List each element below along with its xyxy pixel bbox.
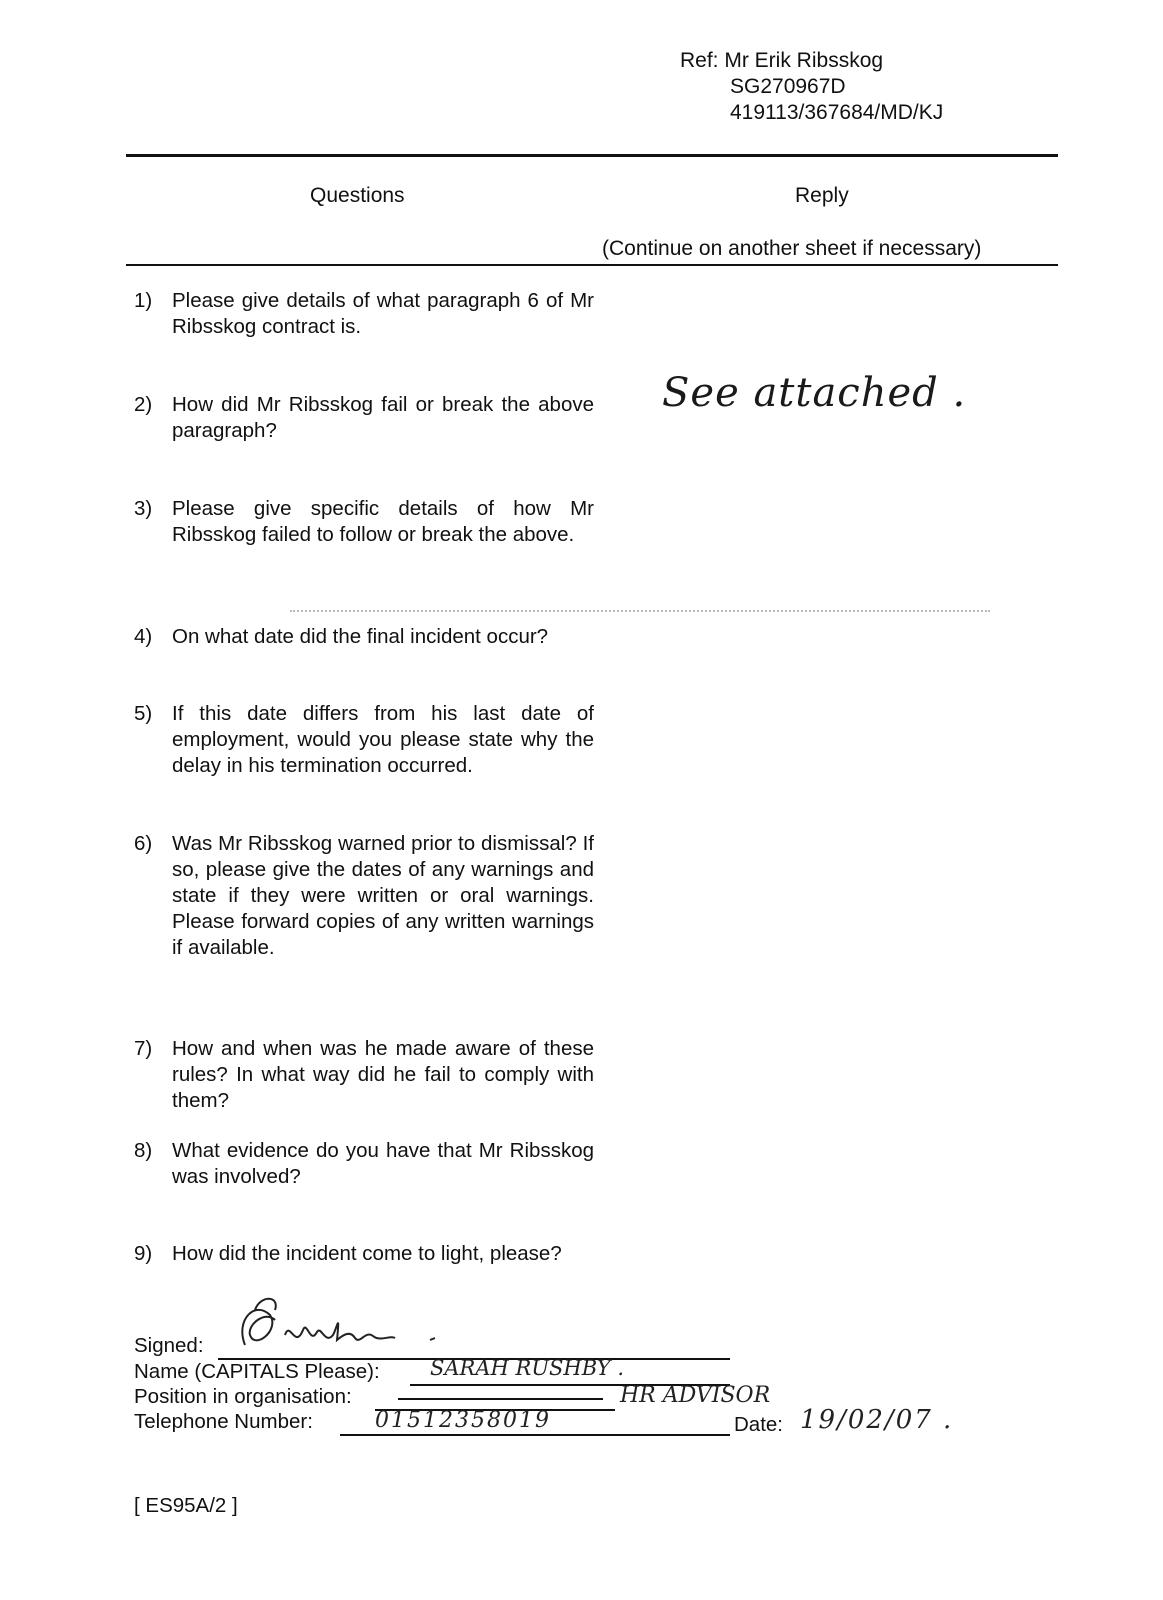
question-item <box>134 701 594 779</box>
top-rule <box>126 154 1058 157</box>
question-number: 1) <box>134 289 153 312</box>
date-label: Date: <box>734 1413 783 1436</box>
dotted-separator <box>290 610 990 612</box>
question-item <box>134 1241 594 1267</box>
question-text: Please give specific details of how Mr Ribsskog failed to follow or break the above. <box>172 497 594 546</box>
question-item <box>134 288 594 340</box>
question-text: Was Mr Ribsskog warned prior to dismissal? If so, please give the dates of any warnings and state if they were written or oral warnings. Please forward copies of any written warnings if available. <box>172 832 594 959</box>
position-label: Position in organisation: <box>134 1385 352 1408</box>
signature-image <box>225 1290 455 1370</box>
handwritten-reply: See attached . <box>662 370 967 416</box>
signed-row <box>134 1334 204 1358</box>
question-text: If this date differs from his last date of employment, would you please state why the delay in his termination occurred. <box>172 702 594 777</box>
question-number: 3) <box>134 497 153 520</box>
position-value: HR ADVISOR <box>620 1383 771 1408</box>
name-row <box>134 1360 380 1384</box>
ref-ni-number: SG270967D <box>730 75 846 98</box>
question-number: 8) <box>134 1139 153 1162</box>
position-row <box>134 1385 352 1409</box>
question-text: How did the incident come to light, please? <box>172 1242 562 1265</box>
question-item <box>134 496 594 548</box>
date-value: 19/02/07 . <box>800 1405 954 1435</box>
telephone-value: 01512358019 <box>375 1408 551 1433</box>
reply-note: (Continue on another sheet if necessary) <box>602 237 982 260</box>
reply-heading: Reply <box>795 184 849 207</box>
question-item <box>134 1138 594 1190</box>
name-value: SARAH RUSHBY . <box>430 1356 625 1380</box>
signed-label: Signed: <box>134 1334 204 1357</box>
ref-name: Mr Erik Ribsskog <box>724 49 884 72</box>
question-item <box>134 624 594 650</box>
question-number: 9) <box>134 1242 153 1265</box>
question-item <box>134 1036 594 1114</box>
question-text: What evidence do you have that Mr Ribsskog was involved? <box>172 1139 594 1188</box>
question-text: How did Mr Ribsskog fail or break the above paragraph? <box>172 393 594 442</box>
ref-case-ref: 419113/367684/MD/KJ <box>730 101 944 124</box>
form-code: [ ES95A/2 ] <box>134 1494 238 1517</box>
strikethrough-line <box>398 1398 603 1400</box>
question-text: On what date did the final incident occur? <box>172 625 549 648</box>
header-rule <box>126 264 1058 266</box>
date-row <box>734 1413 783 1437</box>
telephone-row <box>134 1410 313 1434</box>
name-label: Name (CAPITALS Please): <box>134 1360 380 1383</box>
question-text: Please give details of what paragraph 6 of Mr Ribsskog contract is. <box>172 289 594 338</box>
question-item <box>134 831 594 961</box>
question-text: How and when was he made aware of these rules? In what way did he fail to comply with them? <box>172 1037 594 1112</box>
question-number: 5) <box>134 702 153 725</box>
reference-block <box>680 48 943 126</box>
question-number: 7) <box>134 1037 153 1060</box>
question-number: 2) <box>134 393 153 416</box>
question-number: 4) <box>134 625 153 648</box>
telephone-line <box>340 1434 730 1436</box>
question-item <box>134 392 594 444</box>
questions-heading: Questions <box>310 184 405 207</box>
telephone-label: Telephone Number: <box>134 1410 313 1433</box>
ref-label: Ref: <box>680 49 719 72</box>
question-number: 6) <box>134 832 153 855</box>
